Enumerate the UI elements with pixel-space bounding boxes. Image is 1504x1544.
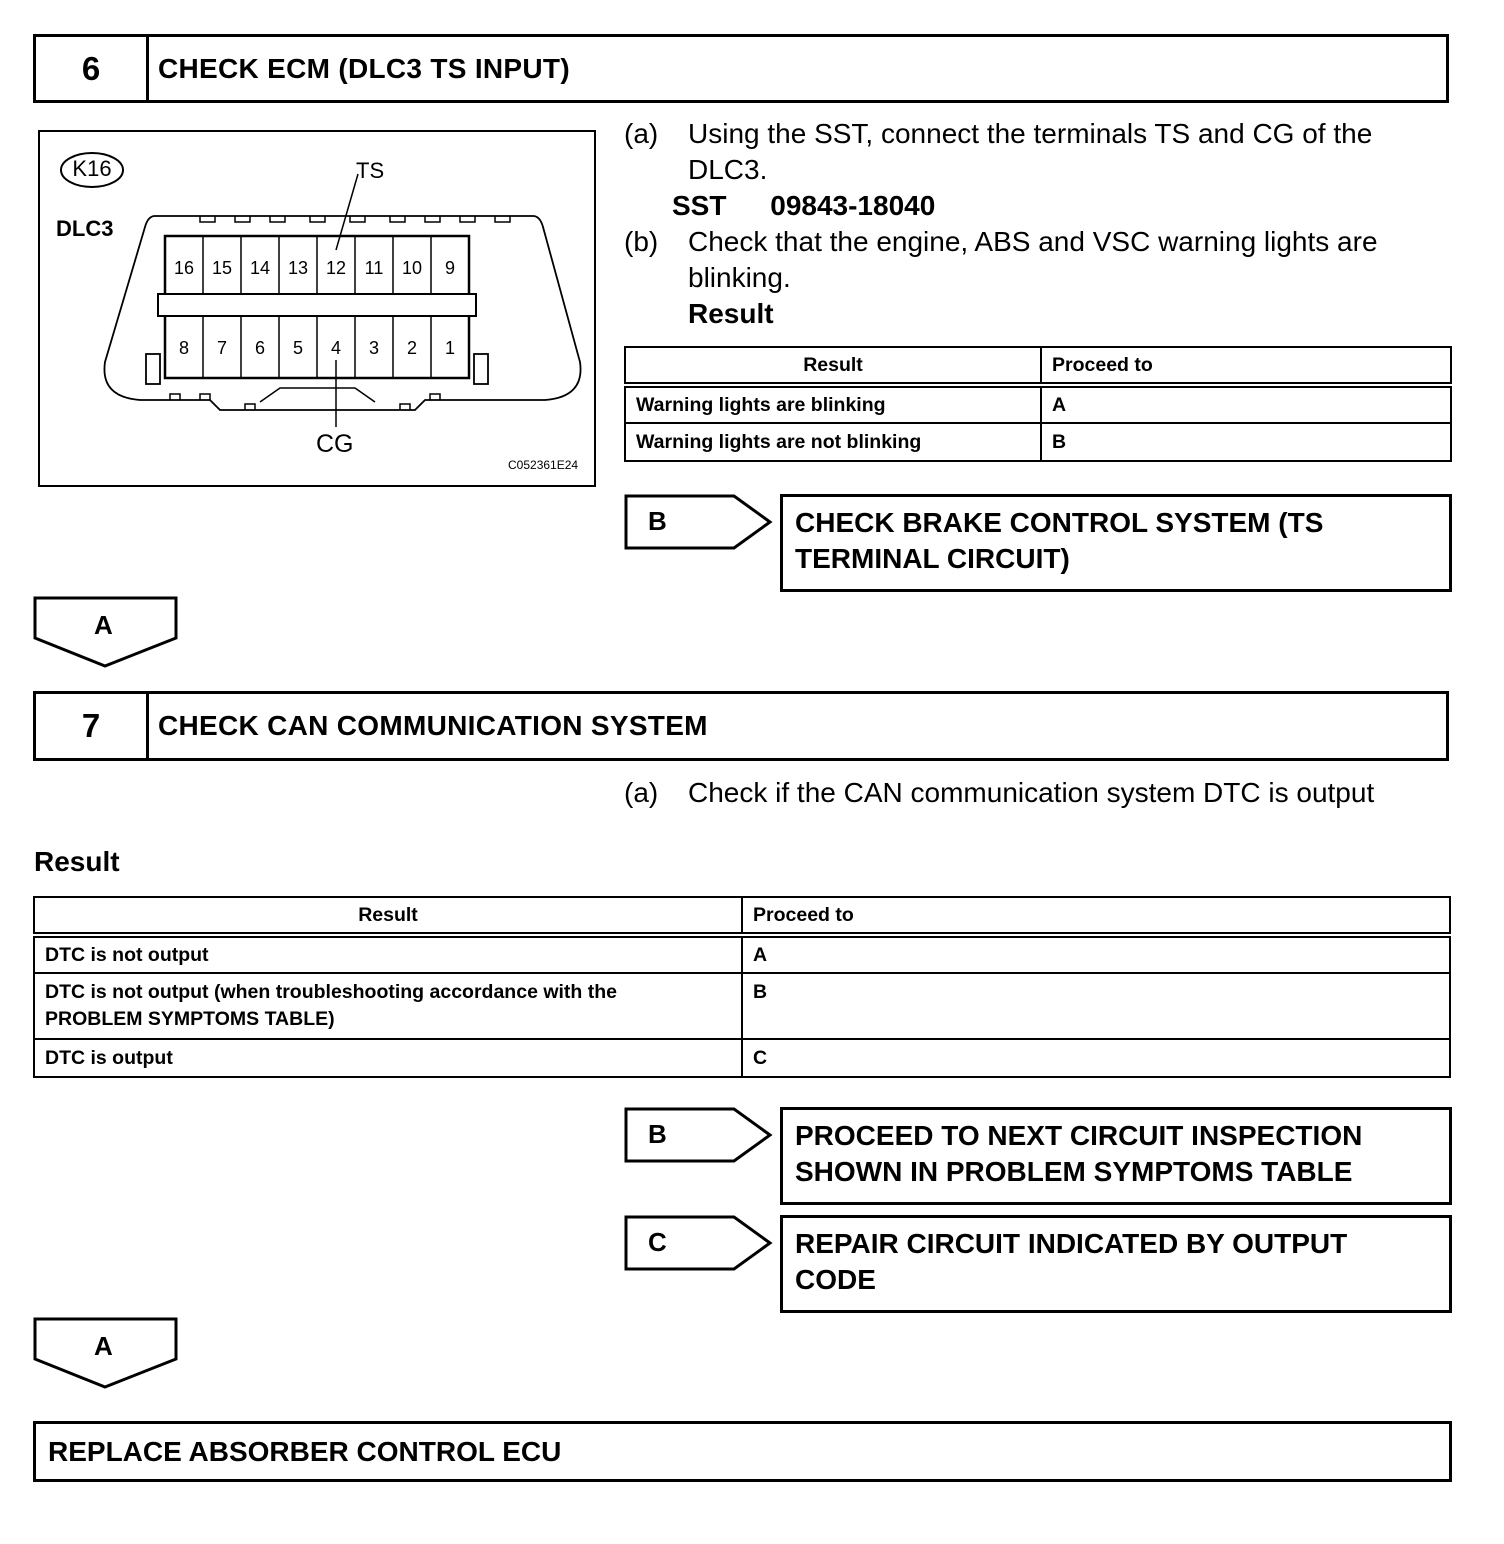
result-line: SHOWN IN PROBLEM SYMPTOMS TABLE [795,1156,1353,1187]
instruction-text: Check if the CAN communication system DTC is output [688,777,1375,808]
table-cell: B [1041,423,1451,461]
sst-label: SST [672,190,727,221]
instruction-a [624,775,1454,811]
pin-label: 14 [249,258,271,278]
connector-label: DLC3 [56,216,114,241]
column-header: Result [34,897,742,935]
result-heading: Result [34,846,120,877]
step-title: CHECK CAN COMMUNICATION SYSTEM [158,710,708,741]
table-row [625,385,1451,423]
top-pin-row [165,258,469,279]
sst-line [672,188,935,224]
table-row [34,973,1450,1039]
cell-line: DTC is not output [45,943,209,966]
column-header: Proceed to [1041,347,1451,385]
pin-label: 9 [444,258,455,278]
branch-b-result [780,494,1452,592]
cell-line: PROBLEM SYMPTOMS TABLE) [45,1008,335,1030]
pin-label: 1 [444,338,455,358]
step6-result-table [624,346,1452,462]
step-7-header [33,691,1449,761]
branch-label-c: C [648,1227,667,1257]
result-line: TERMINAL CIRCUIT) [795,543,1070,574]
pin-label: 5 [292,338,303,358]
pin-label: 13 [287,258,309,278]
instruction-text: blinking. [688,262,791,293]
table-cell [34,973,742,1039]
step-number: 7 [36,694,149,758]
table-cell: A [742,935,1450,973]
table-cell [34,1039,742,1077]
branch-c-result [780,1215,1452,1313]
pin-label: 15 [211,258,233,278]
pin-label: 8 [178,338,189,358]
result-line: PROCEED TO NEXT CIRCUIT INSPECTION [795,1120,1363,1151]
result-heading: Result [688,298,774,329]
instruction-label: (b) [624,226,659,257]
column-header: Proceed to [742,897,1450,935]
branch-label-a: A [94,1331,113,1361]
pin-label: 11 [364,258,384,278]
table-cell: Warning lights are not blinking [625,423,1041,461]
final-action-box [33,1421,1452,1482]
pin-label: 3 [368,338,379,358]
cell-line: DTC is not output (when troubleshooting accordance with the [45,981,617,1003]
table-row [625,423,1451,461]
instruction-text: Check that the engine, ABS and VSC warning lights are [688,226,1378,257]
result-line: REPAIR CIRCUIT INDICATED BY OUTPUT [795,1228,1348,1259]
branch-b-result [780,1107,1452,1205]
pin-label: 2 [406,338,417,358]
branch-arrow-b [624,1107,774,1165]
branch-label-a: A [94,610,113,640]
pin-label: 12 [325,258,347,278]
pin-label: 7 [216,338,227,358]
pin-label: 16 [173,258,195,278]
sst-value: 09843-18040 [770,190,936,221]
table-cell: Warning lights are blinking [625,385,1041,423]
branch-arrow-b [624,494,774,552]
instruction-b [624,224,1454,332]
table-cell: C [742,1039,1450,1077]
cell-line: DTC is output [45,1046,173,1069]
instruction-label: (a) [624,777,659,808]
instruction-a [624,116,1454,188]
table-row [34,935,1450,973]
instruction-label: (a) [624,118,659,149]
step-number: 6 [36,37,149,100]
branch-arrow-c [624,1215,774,1273]
instruction-text: DLC3. [688,154,768,185]
cg-label: CG [316,430,354,458]
figure-code: C052361E24 [508,458,579,472]
bottom-pin-row [165,338,469,359]
table-cell: B [742,973,1450,1039]
step-6-header [33,34,1449,103]
table-row [34,1039,1450,1077]
step-title: CHECK ECM (DLC3 TS INPUT) [158,52,570,84]
pin-label: 10 [401,258,423,278]
step7-result-table [33,896,1451,1078]
figure-badge: K16 [72,156,112,181]
table-cell: A [1041,385,1451,423]
pin-label: 4 [330,338,341,358]
result-line: CHECK BRAKE CONTROL SYSTEM (TS [795,507,1324,538]
result-line: CODE [795,1264,876,1295]
ts-label: TS [356,158,385,183]
column-header: Result [625,347,1041,385]
branch-label-b: B [648,506,667,536]
final-action-title: REPLACE ABSORBER CONTROL ECU [48,1435,562,1467]
instruction-text: Using the SST, connect the terminals TS and CG of the [688,118,1373,149]
branch-label-b: B [648,1119,667,1149]
pin-label: 6 [254,338,265,358]
dlc3-figure [38,130,596,487]
table-cell [34,935,742,973]
